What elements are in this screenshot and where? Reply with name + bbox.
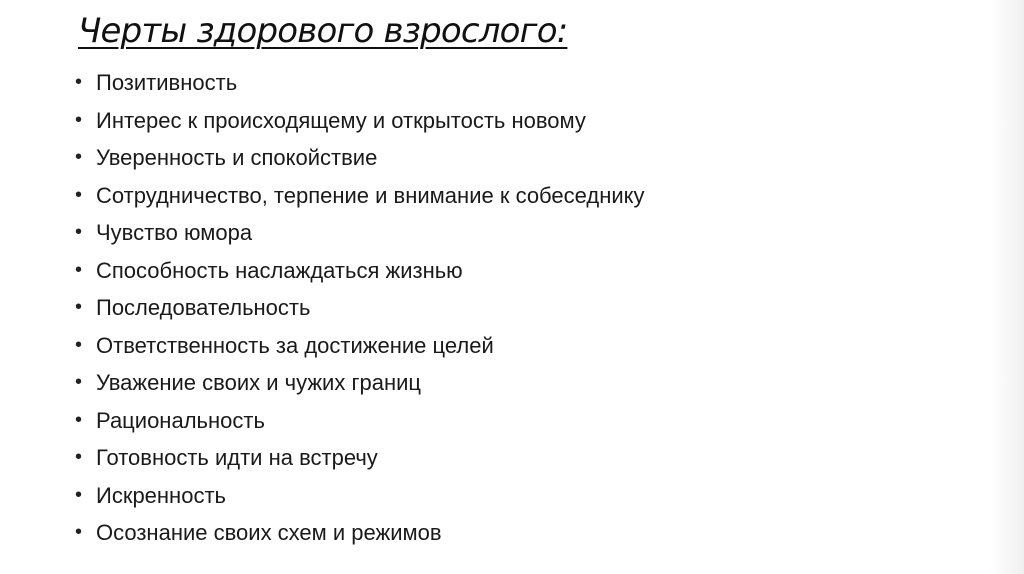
list-item-text: Чувство юмора [96, 220, 253, 245]
list-item [74, 139, 645, 177]
list-item [74, 214, 645, 252]
bullet-icon: • [75, 108, 83, 131]
list-item [74, 177, 645, 215]
list-item-text: Рациональность [96, 407, 265, 433]
list-item-text: Способность наслаждаться жизнью [96, 257, 463, 283]
bullet-icon: • [75, 221, 83, 243]
edge-shadow [990, 0, 1024, 574]
list-item [74, 102, 645, 140]
bullet-icon: • [75, 446, 83, 468]
bullet-icon: • [75, 333, 83, 356]
bullet-icon: • [75, 521, 83, 543]
list-item-text: Уважение своих и чужих границ [96, 370, 421, 395]
bullet-icon: • [75, 258, 83, 281]
list-item [74, 364, 645, 402]
list-item [74, 477, 645, 515]
list-item [74, 514, 645, 552]
list-item [74, 252, 645, 290]
list-item-text: Позитивность [96, 70, 238, 95]
bullet-icon: • [75, 371, 83, 393]
list-item-text: Уверенность и спокойствие [96, 145, 378, 170]
list-item-text: Последовательность [96, 295, 311, 320]
list-item-text: Интерес к происходящему и открытость новому [96, 107, 586, 133]
slide-title: Черты здорового взрослого: [78, 11, 568, 51]
list-item-text: Готовность идти на встречу [96, 445, 378, 470]
list-item [74, 439, 645, 477]
list-item [74, 327, 645, 365]
traits-list [74, 64, 645, 552]
bullet-icon: • [75, 146, 83, 168]
bullet-icon: • [75, 183, 83, 206]
bullet-icon: • [75, 408, 83, 431]
list-item-text: Ответственность за достижение целей [96, 332, 494, 358]
list-item-text: Сотрудничество, терпение и внимание к собеседнику [96, 182, 645, 208]
bullet-icon: • [75, 71, 83, 93]
list-item-text: Искренность [96, 482, 226, 508]
bullet-icon: • [75, 483, 83, 506]
list-item [74, 64, 645, 102]
bullet-icon: • [75, 296, 83, 318]
list-item-text: Осознание своих схем и режимов [96, 520, 442, 545]
list-item [74, 289, 645, 327]
list-item [74, 402, 645, 440]
